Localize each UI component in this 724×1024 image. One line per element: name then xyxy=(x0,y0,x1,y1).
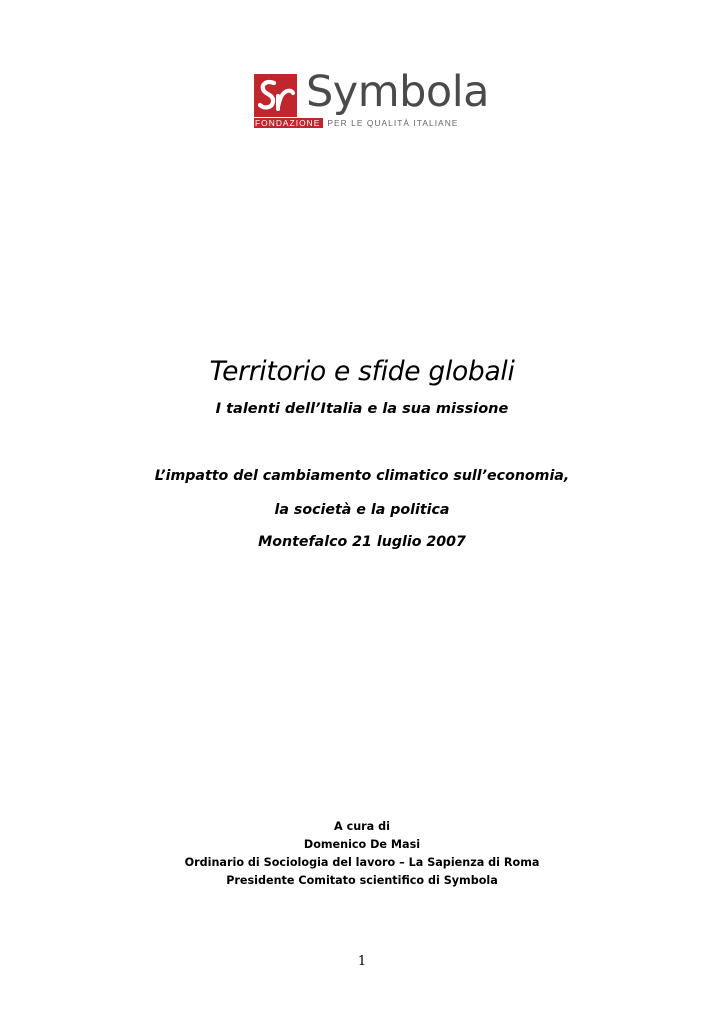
page-number: 1 xyxy=(357,954,367,969)
logo-tagline xyxy=(254,118,482,128)
place-date: Montefalco 21 luglio 2007 xyxy=(258,534,466,550)
credits-author: Domenico De Masi xyxy=(303,838,421,851)
credits-role-2: Presidente Comitato scientifico di Symbola xyxy=(226,874,498,887)
logo-tagline-foundation: FONDAZIONE xyxy=(254,118,323,128)
logo-brand-name: Symbola xyxy=(306,67,490,117)
topic-line-2: la società e la politica xyxy=(274,502,450,518)
symbola-logo xyxy=(254,67,490,134)
logo-tagline-rest: PER LE QUALITÀ ITALIANE xyxy=(327,118,459,128)
document-subtitle: I talenti dell’Italia e la sua missione xyxy=(215,401,509,417)
credits-label: A cura di xyxy=(334,820,390,833)
topic-line-1: L’impatto del cambiamento climatico sull’economia, xyxy=(154,468,570,484)
document-title: Territorio e sfide globali xyxy=(209,356,515,387)
credits-role-1: Ordinario di Sociologia del lavoro – La Sapienza di Roma xyxy=(184,856,540,869)
symbola-mark-icon xyxy=(254,74,297,117)
